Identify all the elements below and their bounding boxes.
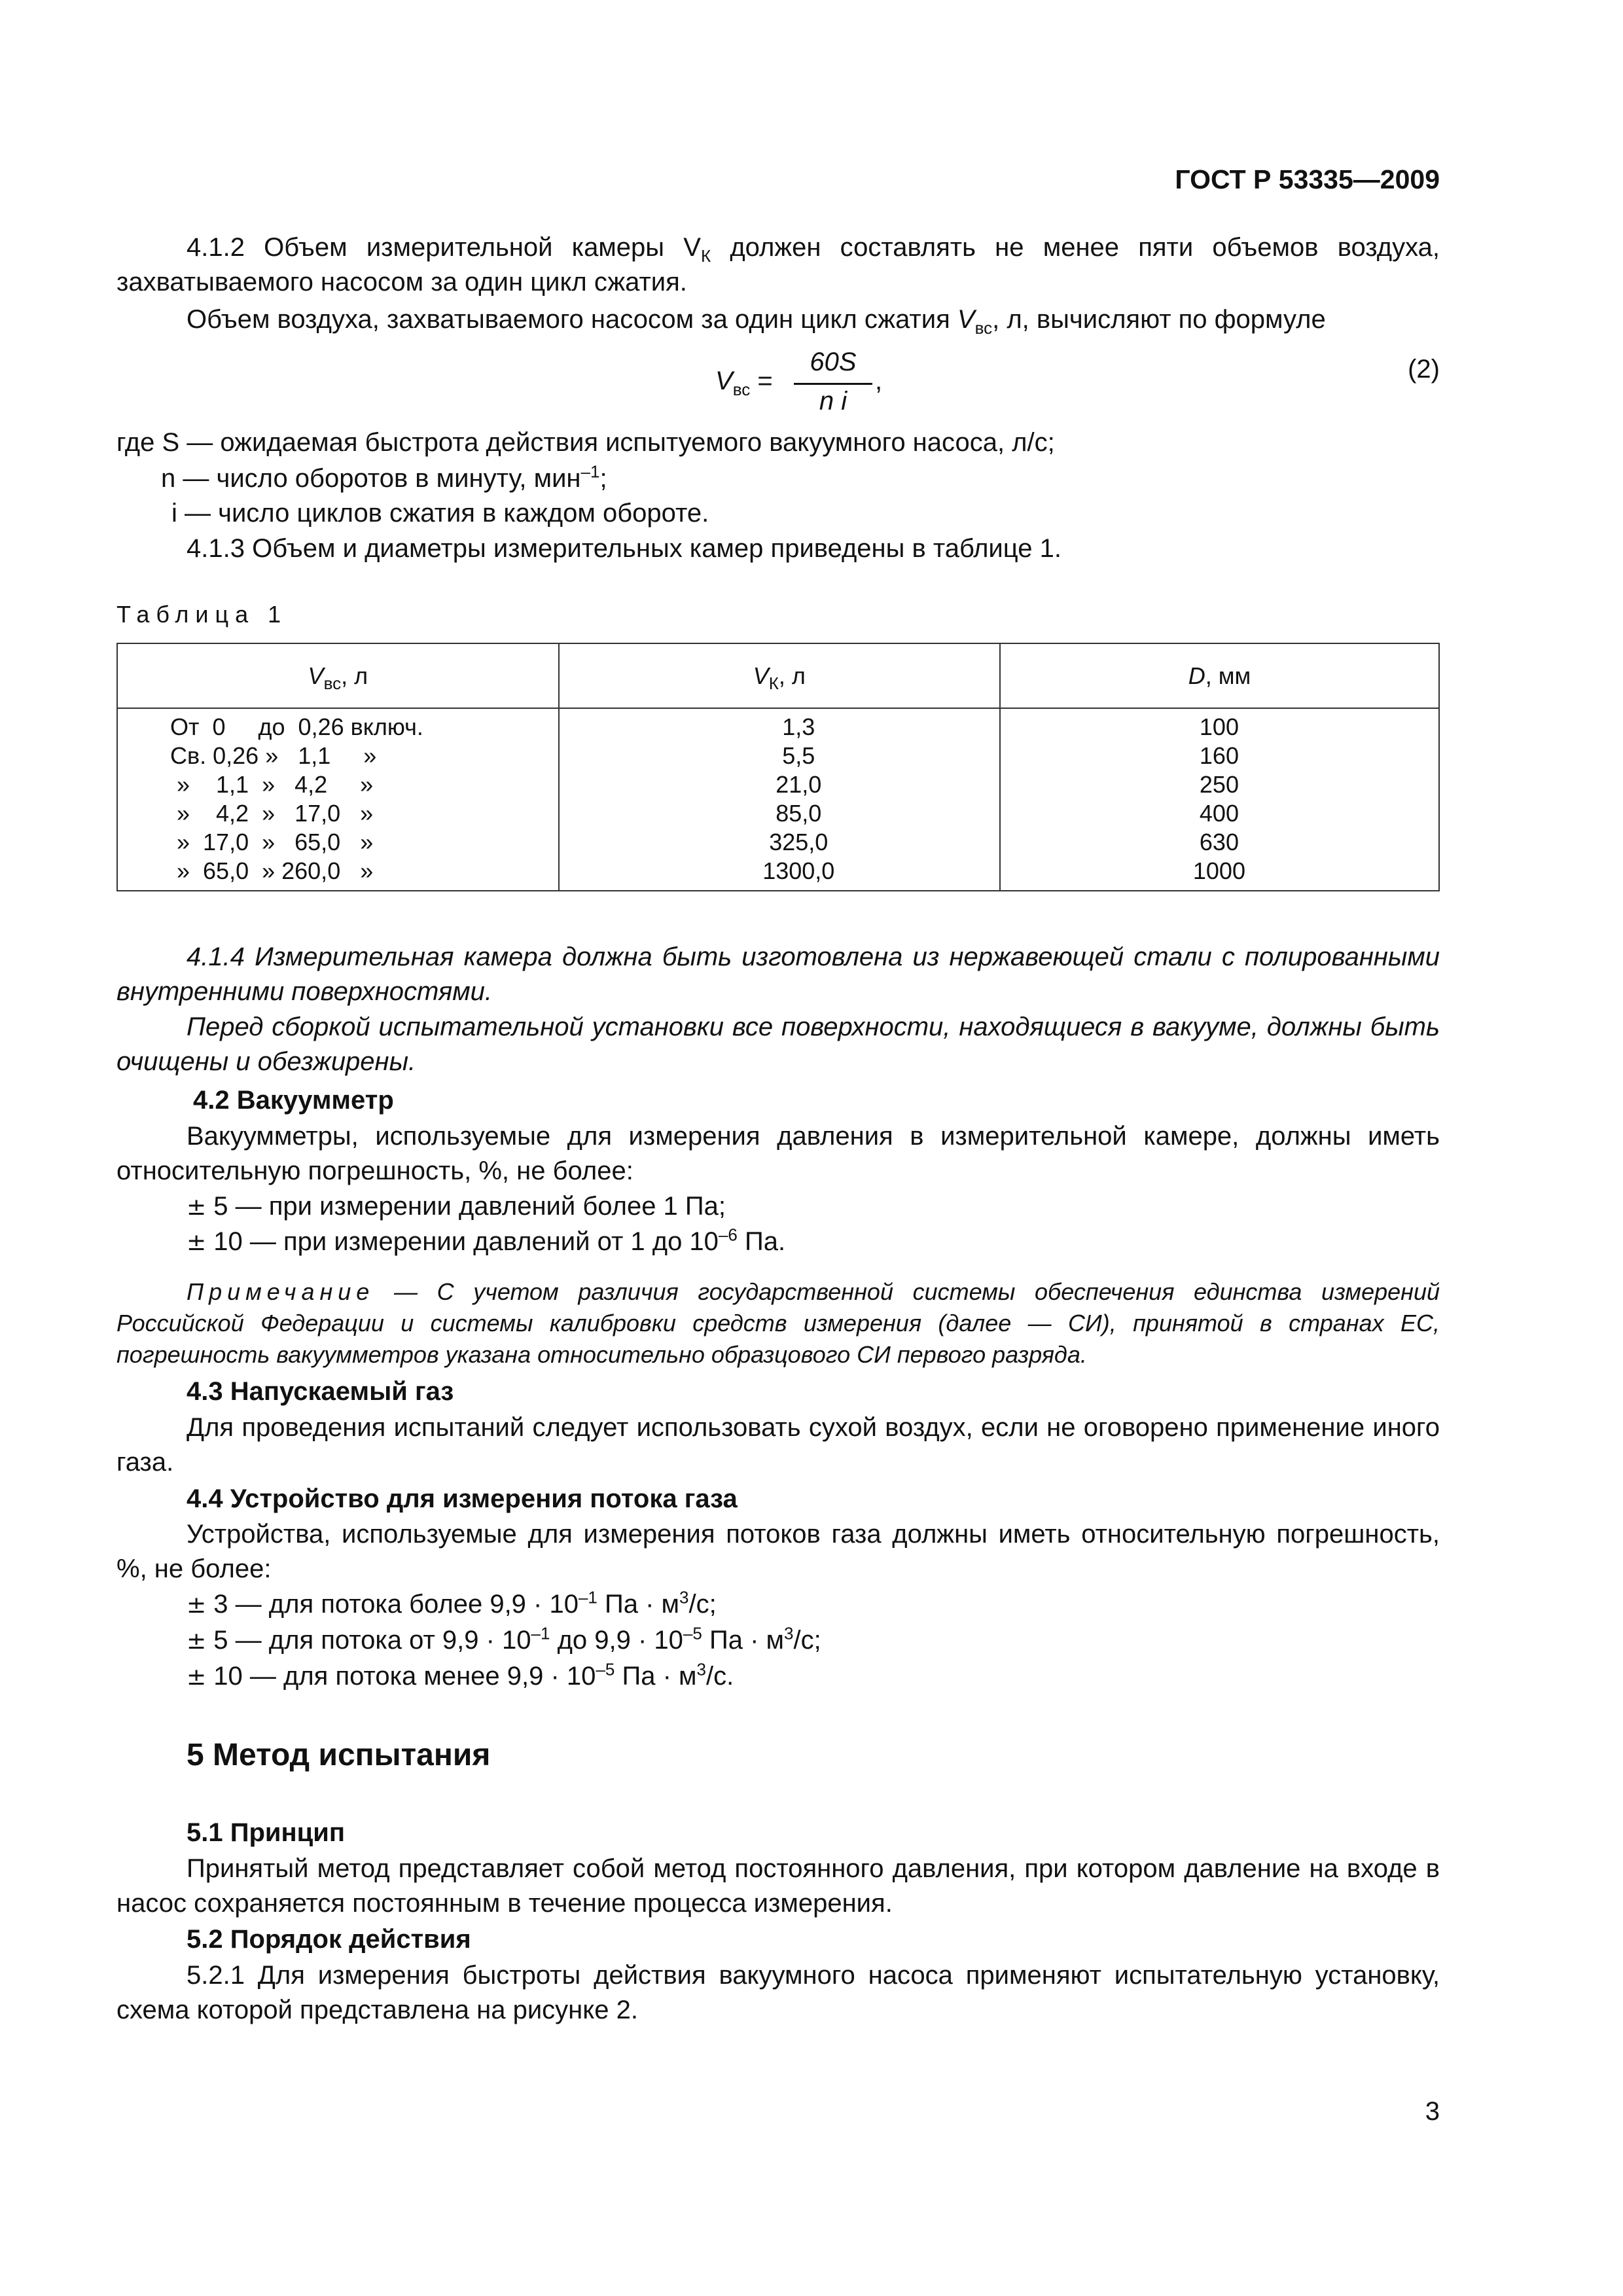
fraction-numerator: 60S <box>810 348 857 376</box>
bullet-4-4-1 <box>116 1587 1440 1623</box>
formula-2 <box>715 346 977 424</box>
cell-vk: 85,0 <box>559 799 1000 828</box>
note-text: — С учетом различия государственной системы обеспечения единства измерений Российской Федерации и системы калибровки средств измерения (далее — СИ), принятой в странах ЕС, погрешность вакуумметров указана относительно образцового СИ первого разряда. <box>116 1278 1440 1368</box>
text: /с; <box>688 1590 717 1619</box>
cell-vvs: » 1,1 » 4,2 » <box>117 770 559 799</box>
paragraph-4-4: Устройства, используемые для измерения потоков газа должны иметь относительную погрешность, %, не более: <box>116 1520 1440 1583</box>
subscript: вс <box>974 318 993 338</box>
variable: V <box>715 367 733 395</box>
note-label: Примечание <box>187 1278 375 1305</box>
paragraph-4-2: Вакуумметры, используемые для измерения давления в измерительной камере, должны иметь относительную погрешность, %, не более: <box>116 1122 1440 1185</box>
subscript: К <box>768 673 779 694</box>
paragraph-4-1-4: 4.1.4 Измерительная камера должна быть изготовлена из нержавеющей стали с полированными внутренними поверхностями. <box>116 942 1440 1006</box>
text: , л <box>778 662 806 689</box>
text: ; <box>599 464 607 493</box>
superscript: 3 <box>784 1623 794 1643</box>
document-number-header: ГОСТ Р 53335—2009 <box>1175 164 1440 194</box>
section-5-2-title: 5.2 Порядок действия <box>187 1925 471 1954</box>
cell-vvs: » 17,0 » 65,0 » <box>117 828 559 857</box>
plus-minus-icon: ± <box>187 1229 207 1256</box>
superscript: –5 <box>683 1623 702 1643</box>
text: /с; <box>793 1626 821 1655</box>
section-4-4-title: 4.4 Устройство для измерения потока газа <box>187 1484 738 1513</box>
superscript: 3 <box>679 1587 689 1607</box>
text: 3 — для потока более 9,9 · 10 <box>206 1590 579 1619</box>
text: 10 — при измерении давлений от 1 до 10 <box>206 1227 719 1256</box>
text: Па. <box>737 1227 786 1256</box>
paragraph-formula-intro <box>116 302 1440 337</box>
cell-vvs: От 0 до 0,26 включ. <box>117 708 559 742</box>
section-5-1-title: 5.1 Принцип <box>187 1818 345 1847</box>
text: 5 — для потока от 9,9 · 10 <box>206 1626 531 1655</box>
superscript: –1 <box>580 461 600 482</box>
fraction-denominator: n i <box>819 387 847 416</box>
bullet-4-2-2 <box>116 1225 1440 1260</box>
cell-d: 630 <box>1000 828 1439 857</box>
table-row <box>117 828 1439 857</box>
superscript: 3 <box>696 1659 706 1679</box>
text: n — число оборотов в минуту, мин <box>161 464 581 493</box>
table-1 <box>116 643 1440 891</box>
section-5-title: 5 Метод испытания <box>187 1738 491 1772</box>
table-row <box>117 799 1439 828</box>
text: , л, вычисляют по формуле <box>992 305 1326 334</box>
cell-d: 400 <box>1000 799 1439 828</box>
variable: D <box>1188 662 1205 689</box>
cell-d: 250 <box>1000 770 1439 799</box>
text: 10 — для потока менее 9,9 · 10 <box>206 1662 596 1691</box>
where-line-1: где S — ожидаемая быстрота действия испытуемого вакуумного насоса, л/с; <box>116 428 1055 457</box>
cell-d: 160 <box>1000 742 1439 770</box>
subscript: К <box>700 246 711 266</box>
text: Па · м <box>615 1662 697 1691</box>
text: Па · м <box>597 1590 680 1619</box>
equals-sign: = <box>750 367 773 395</box>
cell-vvs: » 65,0 » 260,0 » <box>117 857 559 891</box>
section-4-2-title: 4.2 Вакуумметр <box>193 1086 394 1115</box>
text: до 9,9 · 10 <box>550 1626 683 1655</box>
paragraph-4-1-3: 4.1.3 Объем и диаметры измерительных камер приведены в таблице 1. <box>187 534 1061 563</box>
formula-lhs <box>715 364 773 399</box>
text: должен составлять не менее пяти объемов воздуха, захватываемого насосом за один цикл сжатия. <box>116 233 1440 296</box>
text: 5 — при измерении давлений более 1 Па; <box>206 1192 726 1221</box>
cell-d: 1000 <box>1000 857 1439 891</box>
table-row <box>117 708 1439 742</box>
cell-vvs: Св. 0,26 » 1,1 » <box>117 742 559 770</box>
subscript: вс <box>323 673 342 694</box>
table-row <box>117 742 1439 770</box>
cell-vk: 5,5 <box>559 742 1000 770</box>
equation-number: (2) <box>1408 355 1440 384</box>
paragraph-4-1-2 <box>116 230 1440 300</box>
bullet-4-4-3 <box>116 1659 1440 1695</box>
table-row <box>117 770 1439 799</box>
formula-comma: , <box>875 367 883 395</box>
superscript: –6 <box>718 1225 738 1245</box>
plus-minus-icon: ± <box>187 1592 207 1619</box>
variable: V <box>308 662 324 689</box>
where-line-3: i — число циклов сжатия в каждом обороте. <box>171 499 709 528</box>
cell-vk: 1300,0 <box>559 857 1000 891</box>
paragraph-5-2-1: 5.2.1 Для измерения быстроты действия вакуумного насоса применяют испытательную установку, схема которой представлена на рисунке 2. <box>116 1961 1440 2024</box>
section-4-3-title: 4.3 Напускаемый газ <box>187 1377 454 1406</box>
cell-vk: 1,3 <box>559 708 1000 742</box>
table-row <box>117 857 1439 891</box>
paragraph-4-3: Для проведения испытаний следует использовать сухой воздух, если не оговорено применение иного газа. <box>116 1413 1440 1477</box>
subscript: вс <box>732 380 751 399</box>
header-vk <box>559 643 1000 708</box>
superscript: –1 <box>578 1587 597 1607</box>
bullet-4-2-1 <box>116 1189 1440 1225</box>
text: , л <box>341 662 368 689</box>
text: 4.1.2 Объем измерительной камеры V <box>187 233 701 262</box>
header-d <box>1000 643 1439 708</box>
note-4-2 <box>116 1276 1440 1371</box>
variable: V <box>753 662 769 689</box>
superscript: –1 <box>531 1623 550 1643</box>
plus-minus-icon: ± <box>187 1194 207 1221</box>
text: Объем воздуха, захватываемого насосом за один цикл сжатия <box>187 305 957 334</box>
text: Па · м <box>702 1626 785 1655</box>
table-caption: Таблица 1 <box>116 601 288 628</box>
cell-vk: 325,0 <box>559 828 1000 857</box>
superscript: –5 <box>596 1659 615 1679</box>
header-vvs <box>117 643 559 708</box>
cell-vvs: » 4,2 » 17,0 » <box>117 799 559 828</box>
table-header-row <box>117 643 1439 708</box>
page-number: 3 <box>1425 2097 1440 2126</box>
variable: V <box>957 305 975 334</box>
cell-vk: 21,0 <box>559 770 1000 799</box>
where-line-2 <box>116 461 1484 496</box>
text: , мм <box>1205 662 1251 689</box>
text: /с. <box>705 1662 734 1691</box>
cell-d: 100 <box>1000 708 1439 742</box>
plus-minus-icon: ± <box>187 1628 207 1655</box>
paragraph-5-1: Принятый метод представляет собой метод постоянного давления, при котором давление на входе в насос сохраняется постоянным в течение процесса измерения. <box>116 1854 1440 1918</box>
bullet-4-4-2 <box>116 1623 1440 1659</box>
plus-minus-icon: ± <box>187 1664 207 1691</box>
paragraph-surfaces: Перед сборкой испытательной установки все поверхности, находящиеся в вакууме, должны быть очищены и обезжирены. <box>116 1013 1440 1076</box>
